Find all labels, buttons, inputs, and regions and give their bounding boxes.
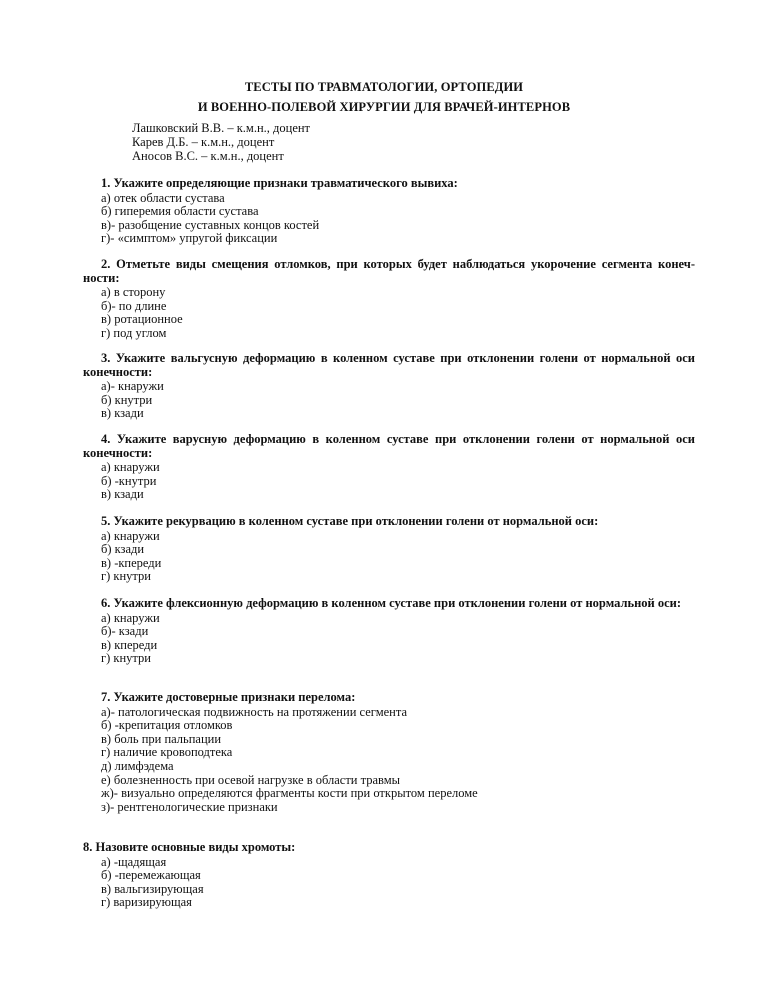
answer-option: в) кпереди	[101, 637, 158, 652]
answer-option: г) под углом	[101, 325, 167, 340]
answer-option: а) -щадящая	[101, 854, 167, 869]
answer-option: в) кзади	[101, 406, 144, 421]
answer-option: б) -крепитация отломков	[101, 718, 233, 733]
question-2	[83, 258, 695, 341]
answer-option: в) -кпереди	[101, 555, 162, 570]
answer-option: б) кзади	[101, 542, 145, 557]
answer-option: б)- кзади	[101, 624, 149, 639]
author-2: Карев Д.Б. – к.м.н., доцент	[132, 135, 275, 149]
answer-option: б) гиперемия области сустава	[101, 204, 259, 219]
answer-option: в) боль при пальпации	[101, 731, 222, 746]
author-3: Аносов В.С. – к.м.н., доцент	[132, 149, 284, 163]
answer-option: а) кнаружи	[101, 460, 160, 475]
answer-option: е) болезненность при осевой нагрузке в области травмы	[101, 772, 401, 787]
answer-option: д) лимфэдема	[101, 758, 174, 773]
question-3	[83, 352, 695, 421]
answer-option: г) наличие кровоподтека	[101, 745, 233, 760]
answer-option: а) отек области сустава	[101, 190, 225, 205]
question-text: 7. Укажите достоверные признаки перелома:	[101, 690, 356, 704]
question-1	[83, 177, 695, 246]
answer-option: а) в сторону	[101, 285, 166, 300]
answer-option: б) -перемежающая	[101, 868, 201, 883]
question-text: 2. Отметьте виды смещения отломков, при которых будет наблюдаться укорочение сегмента конеч-ности:	[83, 257, 695, 285]
answer-option: б) -кнутри	[101, 473, 157, 488]
answer-option: а)- кнаружи	[101, 379, 164, 394]
answer-option: б) кнутри	[101, 392, 153, 407]
answer-option: а) кнаружи	[101, 610, 160, 625]
answer-option: в) кзади	[101, 487, 144, 502]
answer-option: б)- по длине	[101, 298, 167, 313]
question-7	[83, 691, 695, 814]
question-8	[83, 841, 695, 910]
answer-option: з)- рентгенологические признаки	[101, 799, 278, 814]
document-title-line-1: ТЕСТЫ ПО ТРАВМАТОЛОГИИ, ОРТОПЕДИИ	[244, 80, 524, 94]
author-1: Лашковский В.В. – к.м.н., доцент	[132, 121, 311, 135]
answer-option: г)- «симптом» упругой фиксации	[101, 231, 278, 246]
question-text: 5. Укажите рекурвацию в коленном суставе при отклонении голени от нормальной оси:	[101, 514, 599, 528]
document-title-line-2: И ВОЕННО-ПОЛЕВОЙ ХИРУРГИИ ДЛЯ ВРАЧЕЙ-ИНТЕРНОВ	[197, 100, 571, 114]
question-text: 3. Укажите вальгусную деформацию в коленном суставе при отклонении голени от нормальной оси конечности:	[83, 351, 695, 379]
question-5	[83, 515, 695, 584]
answer-option: г) варизирующая	[101, 895, 192, 910]
question-text: 4. Укажите варусную деформацию в коленном суставе при отклонении голени от нормальной оси конечности:	[83, 432, 695, 460]
answer-option: в)- разобщение суставных концов костей	[101, 217, 320, 232]
question-text: 8. Назовите основные виды хромоты:	[83, 840, 296, 854]
question-text: 1. Укажите определяющие признаки травматического вывиха:	[101, 176, 458, 190]
answer-option: в) вальгизирующая	[101, 881, 204, 896]
answer-option: а)- патологическая подвижность на протяжении сегмента	[101, 704, 408, 719]
answer-option: г) кнутри	[101, 651, 151, 666]
question-text: 6. Укажите флексионную деформацию в коленном суставе при отклонении голени от нормальной оси:	[101, 596, 682, 610]
question-4	[83, 433, 695, 502]
answer-option: а) кнаружи	[101, 528, 160, 543]
answer-option: г) кнутри	[101, 569, 151, 584]
question-6	[83, 597, 695, 666]
answer-option: ж)- визуально определяются фрагменты кости при открытом переломе	[101, 786, 478, 801]
answer-option: в) ротационное	[101, 312, 183, 327]
